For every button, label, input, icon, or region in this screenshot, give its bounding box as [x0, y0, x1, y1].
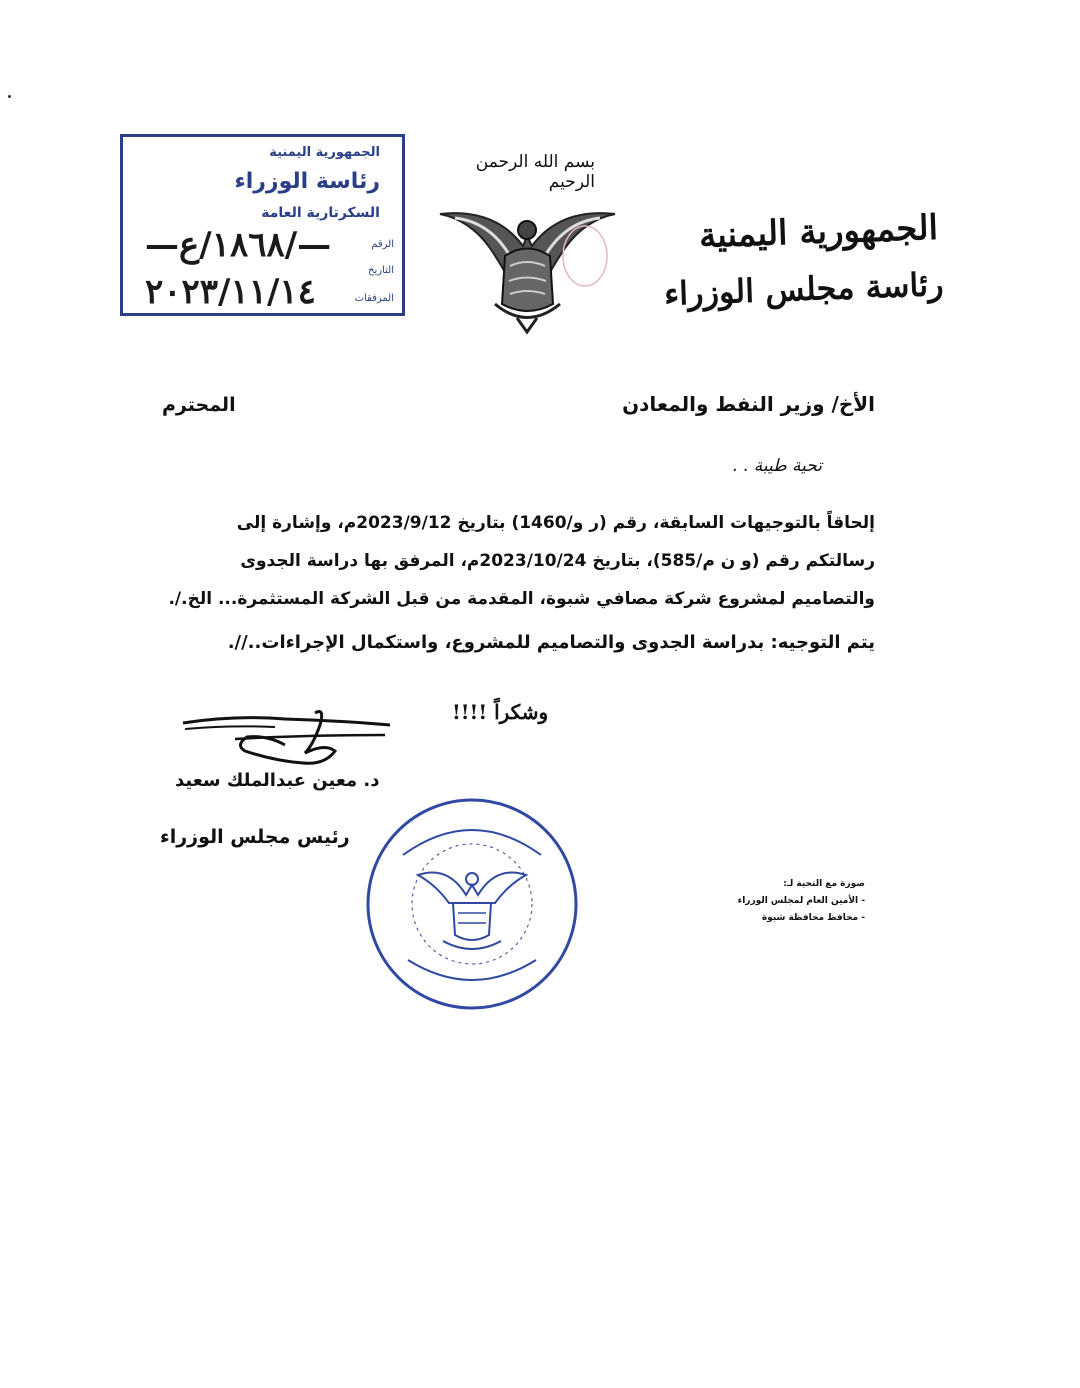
stamp-date-value: ٢٠٢٣/١١/١٤: [145, 272, 316, 312]
signer-title: رئيس مجلس الوزراء: [160, 826, 350, 848]
letter-paragraph: [163, 504, 875, 618]
directive: يتم التوجيه: بدراسة الجدوى والتصاميم للمشروع، واستكمال الإجراءات..//.: [227, 632, 875, 653]
stamp-date-label: التاريخ: [368, 265, 394, 276]
stamp-number-label: الرقم: [371, 239, 394, 250]
republic-heading: الجمهورية اليمنية: [698, 207, 939, 257]
registry-stamp: [120, 134, 405, 316]
scan-speck: [8, 95, 11, 98]
handwritten-signature: [175, 705, 400, 775]
stamp-line-republic: الجمهورية اليمنية: [269, 145, 380, 160]
stamp-line-secretariat: السكرتارية العامة: [261, 205, 380, 221]
paragraph-line: رسالتكم رقم (و ن م/585)، بتاريخ 2023/10/24م، المرفق بها دراسة الجدوى: [240, 551, 875, 571]
copies-item: - محافظ محافظة شبوة: [761, 913, 865, 923]
stamp-line-presidency: رئاسة الوزراء: [234, 169, 380, 194]
closing-thanks: وشكراً !!!!: [452, 700, 549, 724]
paragraph-line: إلحاقاً بالتوجيهات السابقة، رقم (ر و/1460) بتاريخ 2023/9/12م، وإشارة إلى: [236, 513, 875, 533]
copies-to: [738, 876, 865, 927]
greeting: تحية طيبة . .: [732, 456, 822, 476]
addressee: الأخ/ وزير النفط والمعادن: [622, 392, 875, 416]
honorific: المحترم: [162, 394, 236, 416]
basmala: بسم الله الرحمن الرحيم: [475, 152, 595, 192]
signer-name: د. معين عبدالملك سعيد: [175, 770, 380, 791]
copies-heading: صورة مع التحية لـ:: [783, 879, 865, 889]
yemen-eagle-emblem-icon: [435, 186, 620, 336]
paragraph-line: والتصاميم لمشروع شركة مصافي شبوة، المقدمة من قبل الشركة المستثمرة... الخ./.: [168, 589, 875, 609]
official-seal-icon: [363, 795, 581, 1013]
presidency-heading: رئاسة مجلس الوزراء: [663, 265, 945, 313]
copies-item: - الأمين العام لمجلس الوزراء: [737, 896, 865, 906]
stamp-attachments-label: المرفقات: [354, 293, 394, 304]
stamp-number-value: —١٨٦٨/ع/—: [145, 225, 332, 265]
